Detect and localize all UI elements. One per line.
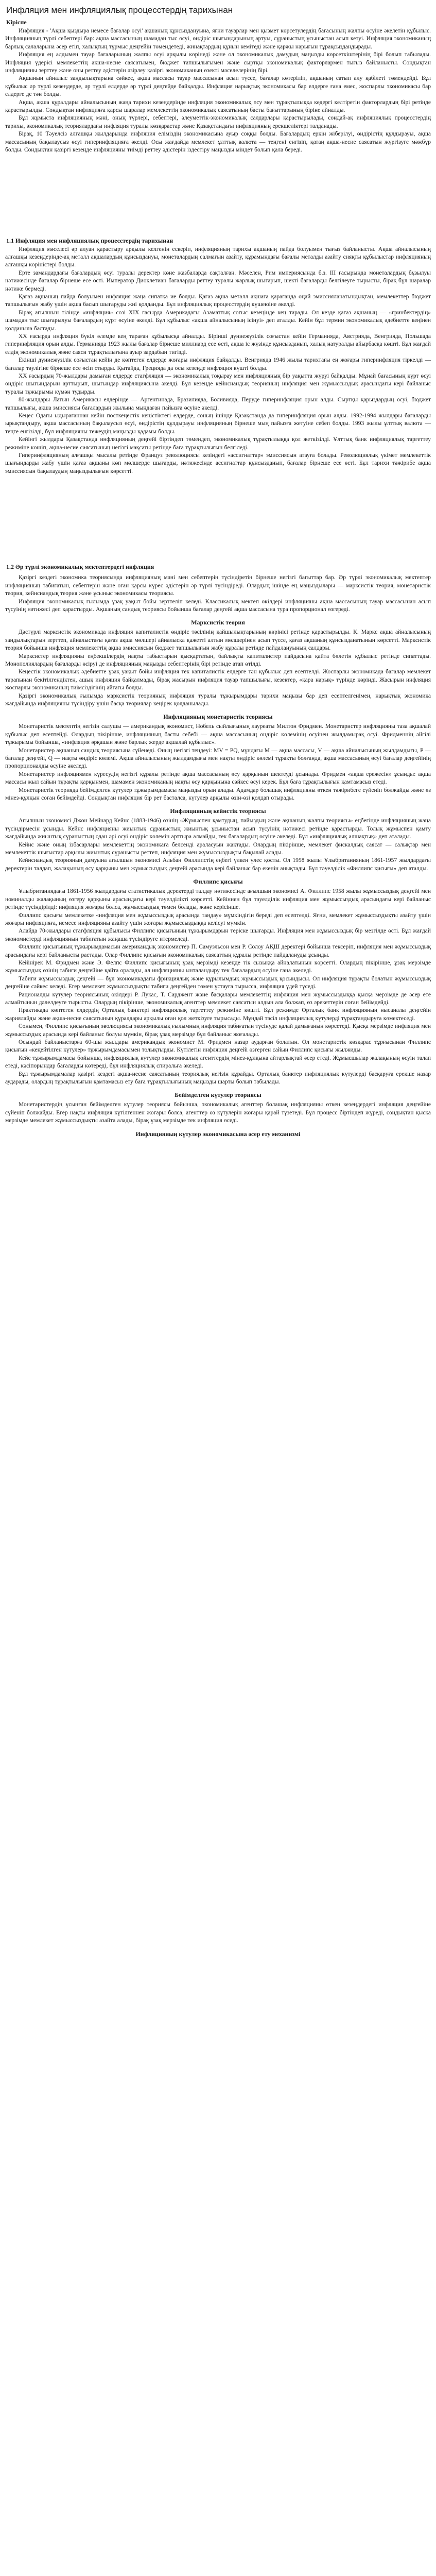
section-body-phillips — [5, 888, 431, 1086]
paragraph: Инфляция экономикалық ғылымда ұзақ уақыт бойы зерттеліп келеді. Классикалық мектеп өкілдері инфляцияны ақша массасының тауар массасынан асып түсуінің нәтижесі деп қарастырды. Ақшаның сандық теориясы бойынша бағалар деңгейі ақша массасына тура пропорционал өзгереді. — [5, 598, 431, 613]
paragraph: Инфляция ең алдымен тауар бағаларының жалпы өсуі арқылы көрінеді және ол экономикалық дамудың маңызды көрсеткіштерінің бірі болып табылады. Инфляция үдерісі мемлекеттің ақша-несие саясатымен, бюджет тапшылығымен және сыртқы экономикалық факторлармен тығыз байланысты. Сондықтан инфляцияны зерттеу және оны реттеу әдістерін әзірлеу қазіргі экономиканың өзекті мәселелерінің бірі. — [5, 52, 431, 74]
blank-space — [5, 476, 431, 556]
paragraph: Қазіргі кездегі экономика теориясында инфляцияның мәні мен себептерін түсіндіретін бірнеше негізгі бағыттар бар. Әр түрлі экономикалық мектептер инфляцияның табиғатын, себептерін және оған қарсы күрес әдістерін әр түрлі түсіндіреді. Олардың ішінде ең маңыздылары — марксистік теория, монетаристік теория, кейнсиандық теория және ұсыныс экономикасы теориясы. — [5, 574, 431, 597]
paragraph: Екінші дүниежүзілік соғыстан кейін де көптеген елдерде жоғары инфляция байқалды. Венгрияда 1946 жылы тарихтағы ең жоғары гиперинфляция тіркелді — бағалар тәулігіне бірнеше есе өсіп отырды. Қытайда, Грецияда да осы кезеңде инфляция күшті болды. — [5, 357, 431, 371]
paragraph: Инфляция - 'Ақша қыздыра немесе бағалар өсуі' ақшаның құнсыздануына, яғни тауарлар мен қызмет көрсетулердің бағасының жалпы өсуіне әкелетін құбылыс. Инфляцияның түрлі себептері бар: ақша массасының шамадан тыс өсуі, өндіріс шығындарының артуы, сұраныстың ұсыныстан асып кетуі. Инфляция экономиканың барлық салаларына әсер етіп, халықтың тұрмыс деңгейін төмендетеді, жинақтардың құнын кемітеді және қаржы нарығын тұрақсыздандырады. — [5, 28, 431, 50]
paragraph: 80-жылдары Латын Америкасы елдерінде — Аргентинада, Бразилияда, Боливияда, Перуде гиперинфляция орын алды. Сыртқы қарыздардың өсуі, бюджет тапшылығы, ақша эмиссиясы бағалардың жылына мыңдаған пайызға өсуіне әкелді. — [5, 397, 431, 411]
paragraph: Филлипс қисығының тұжырымдамасын американдық экономистер П. Самуэльсон мен Р. Солоу АҚШ деректері бойынша тексеріп, инфляция мен жұмыссыздық арасындағы кері байланысты растады. Олар Филлипс қисығын экономикалық саясаттың құралы ретінде пайдалануды ұсынды. — [5, 944, 431, 958]
paragraph: Кейс тұжырымдамасы бойынша, инфляциялық күтулер экономикалық агенттердің мінез-құлқына айтарлықтай әсер етеді. Жұмысшылар жалақының өсуін талап етеді, кәсіпорындар бағаларды көтереді, бұл инфляциялық спиральға әкеледі. — [5, 1055, 431, 1070]
paragraph: Монетаристік теорияда бейімделген күтулер тұжырымдамасы маңызды орын алады. Адамдар болашақ инфляцияны өткен тәжірибеге сүйеніп болжайды және өз мінез-құлқын соған бейімдейді. Сондықтан инфляция бір рет басталса, күтулер арқылы өзін-өзі қолдап отырады. — [5, 787, 431, 802]
section-heading-history: 1.1 Инфляция мен инфляциялық процесстердің тарихынан — [6, 236, 173, 244]
paragraph: Практикада көптеген елдердің Орталық банктері инфляциялық таргеттеу режиміне көшті. Бұл режимде Орталық банк инфляцияның нысаналы деңгейін жариялайды және ақша-несие саясатының құралдары арқылы оған қол жеткізуге тырысады. Мұндай тәсіл инфляциялық күтулерді тұрақтандыруға көмектеседі. — [5, 1007, 431, 1022]
paragraph: Қазіргі экономикалық ғылымда марксистік теорияның инфляция туралы тұжырымдары тарихи маңызы бар деп есептелгенімен, нарықтық экономика жағдайында инфляцияны түсіндіру үшін басқа теориялар кеңірек қолданылады. — [5, 692, 431, 707]
paragraph: Ерте замандардағы бағалардың өсуі туралы деректер көне жазбаларда сақталған. Мәселен, Рим империясында б.з. III ғасырында монеталардың бұзылуы нәтижесінде бағалар бірнеше есе өсті. Император Диоклетиан бағаларды реттеу туралы жарлық шығарып, шекті бағаларды белгілеуге тырысты, бірақ бұл шаралар нәтиже бермеді. — [5, 269, 431, 292]
paragraph: Ақша, ақша құралдары айналысының жаңа тарихи кезеңдерінде инфляция экономикалық өсу мен тұрақтылыққа кедергі келтіретін факторлардың бірі ретінде қарастырылды. Сондықтан инфляцияға қарсы шаралар мемлекеттің экономикалық саясатының басты бағыттарының біріне айналды. — [5, 99, 431, 114]
paragraph: Монетаристер инфляциямен күресудің негізгі құралы ретінде ақша массасының өсу қарқынын шектеуді ұсынады. Фридмен «ақша ережесін» ұсынды: ақша массасы жыл сайын тұрақты қарқынмен, шамамен экономиканың нақты өсу қарқынына сәйкес өсуі керек. Бұл баға тұрақтылығын қамтамасыз етеді. — [5, 771, 431, 786]
paragraph: Бұл тұжырымдамалар қазіргі кездегі ақша-несие саясатының теориялық негізін құрайды. Орталық банктер инфляциялық күтулерді басқаруға ерекше назар аударады, олардың тұрақтылығын қамтамасыз ету баға тұрақтылығының маңызды шарты болып табылады. — [5, 1071, 431, 1086]
blank-space — [5, 155, 431, 235]
paragraph: Дәстүрлі марксистік экономикада инфляция капиталистік өндіріс тәсілінің қайшылықтарының көрінісі ретінде қарастырылды. К. Маркс ақша айналысының заңдылықтарын зерттеп, айналыстағы қағаз ақша мөлшері айналысқа қажетті алтын мөлшерінен асып түссе, қағаз ақшаның құнсызданатынын көрсетті. Марксистік теория бойынша инфляция мемлекеттің ақша эмиссиясын бюджет тапшылығын жабу құралы ретінде пайдалануының салдары. — [5, 629, 431, 652]
section-heading-schools: 1.2 Әр түрлі экономикалық мектептердегі инфляция — [6, 563, 154, 571]
paragraph: Кейінгі жылдары Қазақстанда инфляцияның деңгейі біртіндеп төмендеп, экономикалық тұрақтылыққа қол жеткізілді. Ұлттық банк инфляциялық таргеттеу режиміне көшіп, ақша-несие саясатының негізгі мақсаты ретінде баға тұрақтылығын белгіледі. — [5, 436, 431, 451]
paragraph: Сонымен, Филлипс қисығының эволюциясы экономикалық ғылымның инфляция табиғатын түсінуде қалай дамығанын көрсетеді. Қысқа мерзімде инфляция мен жұмыссыздық арасында кері байланыс болуы мүмкін, бірақ ұзақ мерзімде бұл байланыс жоғалады. — [5, 1023, 431, 1038]
paragraph: Бірақ ағылшын тілінде «инфляция» сөзі XIX ғасырда Америкадағы Азаматтық соғыс кезеңінде кең тарады. Ол кезде қағаз ақшаның — «гринбектердің» шамадан тыс шығарылуы бағалардың күрт өсуіне әкелді. Бұл құбылыс «ақша айналысының ісінуі» деп аталды. Кейін бұл термин экономикалық әдебиетте кеңінен қолданыла бастады. — [5, 309, 431, 332]
paragraph: Филлипс қисығы мемлекетке «инфляция мен жұмыссыздық арасында таңдау» мүмкіндігін береді деп есептелді. Яғни, мемлекет жұмыссыздықты азайту үшін жоғары инфляцияға, немесе инфляцияны азайту үшін жоғары жұмыссыздыққа келісуі мүмкін. — [5, 912, 431, 926]
section-body-schools — [5, 574, 431, 614]
paragraph: Инфляция мәселесі әр алуан қарастыру арқылы келгенін ескеріп, инфляцияның тарихы ақшаның пайда болуымен тығыз байланысты. Ақша айналысының алғашқы кезеңдерінде-ақ металл ақшалардың құнсыздануы, монеталардың салмағын азайту, құрамындағы бағалы металды азайту сияқты құбылыстар инфляцияның алғашқы көріністері болды. — [5, 246, 431, 268]
paragraph: Монетаристердің ұсынған бейімделген күтулер теориясы бойынша, экономикалық агенттер болашақ инфляцияны өткен кезеңдердегі инфляция деңгейіне сүйеніп болжайды. Егер нақты инфляция күтілгеннен жоғары болса, агенттер өз күтулерін жоғары қарай түзетеді. Бұл процесс біртіндеп жүреді, сондықтан қысқа мерзімде мемлекет жұмыссыздықты азайта алады, бірақ ұзақ мерзімде тек инфляция өседі. — [5, 1101, 431, 1124]
paragraph: XX ғасырда инфляция бүкіл әлемде кең тараған құбылысқа айналды. Бірінші дүниежүзілік соғыстан кейін Германияда, Австрияда, Венгрияда, Польшада гиперинфляция орын алды. Германияда 1923 жылы бағалар бірнеше миллиард есе өсті, ақша іс жүзінде құнсызданып, халық натуралды айырбасқа көшті. Бұл жағдай елдің экономикалық және саяси тұрақтылығына ауыр зардабын тигізді. — [5, 333, 431, 355]
paragraph: Алайда 70-жылдары стагфляция құбылысы Филлипс қисығының тұжырымдарын теріске шығарды. Инфляция мен жұмыссыздық бір мезгілде өсті. Бұл жағдай экономистерді инфляцияның табиғатын жаңаша түсіндіруге итермеледі. — [5, 928, 431, 942]
paragraph: Кеңестік экономикалық әдебиетте ұзақ уақыт бойы инфляция тек капиталистік елдерге тән құбылыс деп есептелді. Жоспарлы экономикада бағалар мемлекет тарапынан бекітілгендіктен, ашық инфляция байқалмады, бірақ жасырын инфляция тауар тапшылығы, кезектер, «қара нарық» түрінде көрінді. Жасырын инфляция жоспарлы экономиканың тиімсіздігінің айғағы болды. — [5, 669, 431, 691]
section-heading-expectations: Инфляцияның күтулер экономикасына әсер ету механизмі — [135, 1130, 301, 1138]
paragraph: Марксистер инфляцияны еңбекшілердің нақты табыстарын қысқартатын, байлықты капиталистер пайдасына қайта бөлетін құбылыс ретінде сипаттады. Монополиялардың бағаларды өсіруі де инфляцияның маңызды себептерінің бірі ретінде атап өтілді. — [5, 653, 431, 667]
paragraph: Кейнс және оның ізбасарлары мемлекеттің экономикаға белсенді араласуын жақтады. Олардың пікірінше, мемлекет фискалдық саясат — салықтар мен мемлекеттік шығыстар арқылы жиынтық сұранысты реттеп, инфляция мен жұмыссыздықты бақылай алады. — [5, 841, 431, 856]
paragraph: Ағылшын экономисі Джон Мейнард Кейнс (1883-1946) өзінің «Жұмыспен қамтудың, пайыздың және ақшаның жалпы теориясы» еңбегінде инфляцияның жаңа түсіндірмесін ұсынды. Кейнс инфляцияны жиынтық сұраныстың жиынтық ұсыныстан асып түсуінің нәтижесі ретінде қарастырды. Толық жұмыспен қамту жағдайында жиынтық сұраныстың одан әрі өсуі өндіріс көлемін арттыра алмайды, тек бағалардың өсуіне әкеледі. Бұл «инфляциялық алшақтық» деп аталады. — [5, 818, 431, 840]
section-body-history — [5, 246, 431, 476]
section-body-marxist — [5, 629, 431, 708]
paragraph: Қағаз ақшаның пайда болуымен инфляция жаңа сипатқа ие болды. Қағаз ақша металл ақшаға қарағанда оңай эмиссияланатындықтан, мемлекеттер бюджет тапшылығын жабу үшін ақша басып шығаруды жиі қолданды. Бұл инфляциялық процесстердің күшеюіне әкелді. — [5, 293, 431, 308]
paragraph: Бұл жұмыста инфляцияның мәні, оның түрлері, себептері, әлеуметтік-экономикалық салдарлары қарастырылады, сондай-ақ инфляциялық процесстердің тарихы, экономикалық теориялардағы инфляция туралы көзқарастар және Қазақстандағы инфляцияның ерекшеліктері талданады. — [5, 115, 431, 129]
section-body-keynesian — [5, 817, 431, 873]
section-heading-adaptive: Бейімделген күтулер теориясы — [175, 1091, 261, 1099]
paragraph: Ақшаның айналыс заңдылықтарына сәйкес, ақша массасы тауар массасынан асып түссе, бағалар көтеріліп, ақшаның сатып алу қабілеті төмендейді. Бұл құбылыс әр түрлі кезеңдерде, әр түрлі елдерде әр түрлі деңгейде байқалды. Инфляция нарықтық экономикасы бар елдерге ғана емес, жоспарлы экономикасы бар елдерге де тән болды. — [5, 75, 431, 98]
paragraph: Кейнсиандық теорияның дамуына ағылшын экономисі Альбан Филлипстің еңбегі үлкен үлес қосты. Ол 1958 жылы Ұлыбританияның 1861-1957 жылдардағы деректерін талдап, жалақының өсу қарқыны мен жұмыссыздық деңгейі арасында кері байланыс бар екенін анықтады. Бұл тәуелділік «Филлипс қисығы» деп аталды. — [5, 857, 431, 872]
paragraph: Бірақ, 10 Тәуелсіз алғашқы жылдарында инфляция еліміздің экономикасына ауыр соққы болды. Бағалардың еркін жіберілуі, өндірістің құлдырауы, ақша массасының бақылаусыз өсуі гиперинфляцияға әкелді. Осы жағдайда мемлекет ұлттық валюта — теңгені енгізіп, қатаң ақша-несие саясатын жүргізуге мәжбүр болды. Сондықтан қазіргі кезеңде инфляцияны тиімді реттеу әдістерін іздестіру маңызды міндет болып қала береді. — [5, 131, 431, 154]
paragraph: Кеңес Одағы ыдырағаннан кейін посткеңестік кеңістіктегі елдерде, соның ішінде Қазақстанда да гиперинфляция орын алды. 1992-1994 жылдары бағаларды ырықтандыру, ақша массасының бақылаусыз өсуі, өндірістің құлдырауы инфляцияның бірнеше мың пайызға жетуіне себеп болды. 1993 жылы ұлттық валюта — теңге енгізілді, бұл инфляцияны тежеудің маңызды қадамы болды. — [5, 413, 431, 435]
paragraph: Табиғи жұмыссыздық деңгейі — бұл экономикадағы фрикциялық және құрылымдық жұмыссыздық қосындысы. Ол инфляция тұрақты болатын жұмыссыздық деңгейіне сәйкес келеді. Егер мемлекет жұмыссыздықты табиғи деңгейден төмен ұстауға тырысса, инфляция үдей түседі. — [5, 975, 431, 990]
section-body-monetarist — [5, 723, 431, 802]
section-body-adaptive — [5, 1101, 431, 1125]
paragraph: Кейінірек М. Фридмен және Э. Фелпс Филлипс қисығының ұзақ мерзімді кезеңде тік сызыққа айналатынын көрсетті. Олардың пікірінше, ұзақ мерзімде жұмыссыздық өзінің табиғи деңгейіне қайта оралады, ал инфляцияны ынталандыру тек бағалардың өсуіне ғана әкеледі. — [5, 959, 431, 974]
paragraph: Монетаристік мектептің негізін салушы — американдық экономист, Нобель сыйлығының лауреаты Милтон Фридмен. Монетаристер инфляцияны таза ақшалай құбылыс деп есептейді. Олардың пікірінше, инфляцияның басты себебі — ақша массасының өндіріс көлемінің өсуінен жылдамырақ өсуі. Фридменнің әйгілі тұжырымы бойынша, «инфляция әрқашан және барлық жерде ақшалай құбылыс». — [5, 723, 431, 746]
section-heading-phillips: Филлипс қисығы — [193, 878, 243, 886]
section-heading-marxist: Марксистік теория — [191, 619, 245, 626]
paragraph: XX ғасырдың 70-жылдары дамыған елдерде стагфляция — экономикалық тоқырау мен инфляцияның бір уақытта жүруі байқалды. Мұнай бағасының күрт өсуі өндіріс шығындарын арттырып, шығындар инфляциясына әкелді. Бұл кезеңде кейнсиандық теорияның инфляция мен жұмыссыздық арасындағы кері байланыс туралы тұжырымы күмән тудырды. — [5, 373, 431, 395]
page-title: Инфляция мен инфляциялық процесстердің тарихынан — [6, 5, 233, 15]
paragraph: Ұлыбританиядағы 1861-1956 жылдардағы статистикалық деректерді талдау нәтижесінде ағылшын экономисі А. Филлипс 1958 жылы жұмыссыздық деңгейі мен номиналды жалақының өзгеру қарқыны арасындағы кері тәуелділікті көрсетті. Кейіннен бұл тәуелділік инфляция мен жұмыссыздық арасындағы кері байланыс ретінде түсіндірілді: инфляция жоғары болса, жұмыссыздық төмен болады, және керісінше. — [5, 888, 431, 911]
section-heading-intro: Кіріспе — [6, 19, 27, 26]
paragraph: Гиперинфляцияның алғашқы мысалы ретінде Француз революциясы кезіндегі «ассигнаттар» эмиссиясын атауға болады. Революциялық үкімет мемлекеттік шығындарды жабу үшін қағаз ақшаны көп мөлшерде шығарды, нәтижесінде ассигнаттар құнсызданып, бағалар бірнеше есе өсті. Бұл тарихи тәжірибе ақша эмиссиясын бақылаудың маңыздылығын көрсетті. — [5, 452, 431, 474]
section-heading-keynesian: Инфляцияның кейнстік теориясы — [170, 807, 266, 815]
paragraph: Осындай байланыстарға 60-шы жылдары американдық экономист М. Фридмен назар аударған болатын. Ол монетаристік көзқарас тұрғысынан Филлипс қисығын «кеңейтілген күтулер» тұжырымдамасымен толықтырды. Күтілетін инфляция деңгейі өзгерген сайын Филлипс қисығы жылжиды. — [5, 1039, 431, 1054]
section-body-intro — [5, 27, 431, 155]
section-heading-monetarist: Инфляцияның монетаристік теориясы — [163, 713, 273, 721]
paragraph: Рационалды күтулер теориясының өкілдері Р. Лукас, Т. Сарджент және басқалары мемлекеттің инфляция мен жұмыссыздыққа қысқа мерзімде де әсер ете алмайтынын дәлелдеуге тырысты. Олардың пікірінше, экономикалық агенттер мемлекет саясатын алдын ала болжап, өз әрекеттерін соған бейімдейді. — [5, 991, 431, 1006]
paragraph: Монетаристер ақшаның сандық теориясына сүйенеді. Оның негізгі теңдеуі: MV = PQ, мұндағы M — ақша массасы, V — ақша айналысының жылдамдығы, P — бағалар деңгейі, Q — нақты өндіріс көлемі. Ақша айналысының жылдамдығы мен нақты өндіріс көлемі тұрақты болғанда, ақша массасының өсуі бағалар деңгейінің пропорционалды өсуіне әкеледі. — [5, 747, 431, 770]
